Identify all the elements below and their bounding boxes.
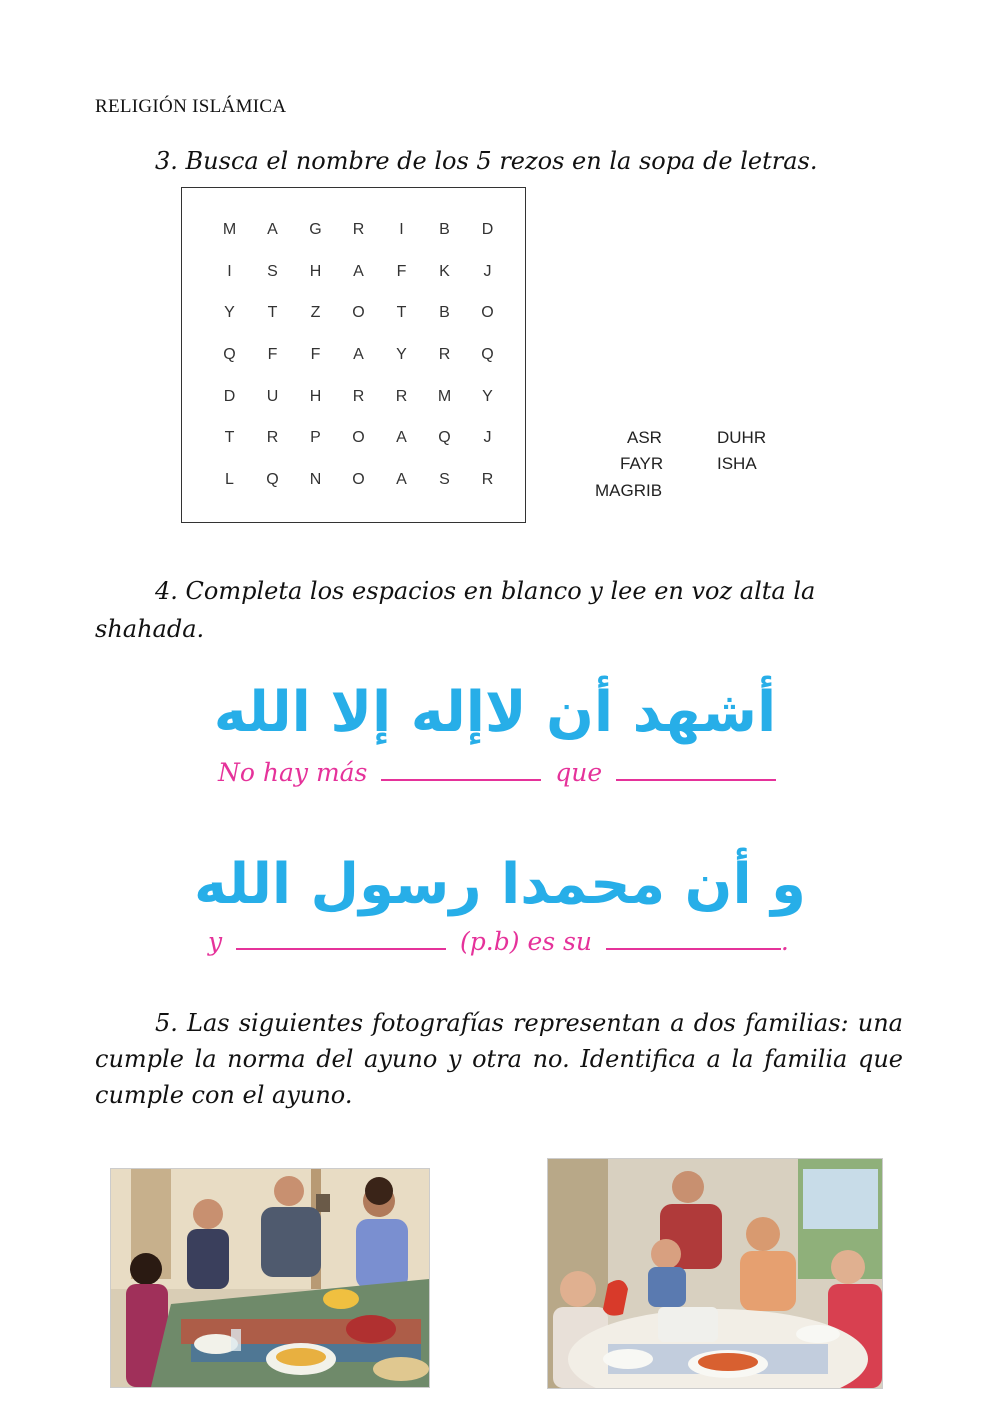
exercise-3-instruction: 3. Busca el nombre de los 5 rezos en la sopa de letras. (155, 147, 818, 175)
grid-letter[interactable]: Z (310, 304, 321, 322)
fill-2-text-a: y (208, 927, 223, 956)
grid-letter[interactable]: A (396, 471, 407, 489)
grid-letter[interactable]: R (481, 471, 494, 489)
grid-letter[interactable]: Q (223, 346, 236, 364)
grid-letter[interactable]: Y (224, 304, 235, 322)
word-asr: ASR (627, 428, 662, 447)
family-photo-1-image (111, 1169, 429, 1387)
family-photo-2-image (548, 1159, 882, 1388)
grid-letter[interactable]: J (483, 429, 492, 447)
grid-letter[interactable]: G (309, 221, 322, 238)
grid-letter[interactable]: T (267, 304, 278, 322)
grid-letter[interactable]: H (309, 262, 322, 280)
grid-letter[interactable]: R (352, 387, 365, 405)
family-photo-2[interactable] (547, 1158, 883, 1389)
fill-2-text-c: . (780, 927, 789, 956)
grid-letter[interactable]: O (352, 471, 365, 489)
grid-letter[interactable]: T (224, 429, 235, 447)
grid-letter[interactable]: Y (396, 346, 407, 364)
word-search-grid (181, 187, 526, 523)
shahada-line-2: و أن محمدا رسول الله (194, 852, 806, 917)
grid-letter[interactable]: O (352, 304, 365, 322)
grid-letter[interactable]: U (266, 387, 279, 405)
grid-letter[interactable]: L (225, 471, 234, 489)
blank-4[interactable] (606, 930, 781, 950)
shahada-line-1: أشهد أن لاإله إلا الله (213, 680, 777, 745)
word-fayr: FAYR (620, 454, 664, 473)
grid-letter[interactable]: F (310, 346, 321, 364)
fill-1-text-a: No hay más (218, 758, 368, 787)
grid-letter[interactable]: R (352, 221, 365, 238)
family-photo-1[interactable] (110, 1168, 430, 1388)
grid-letter[interactable]: A (353, 262, 364, 280)
fill-2-text-b: (p.b) es su (460, 927, 592, 956)
grid-letter[interactable]: D (481, 221, 494, 238)
grid-letter[interactable]: A (353, 346, 364, 364)
grid-letter[interactable]: Q (481, 346, 494, 364)
exercise-5-instruction: 5. Las siguientes fotografías representan a dos familias: una cumple la norma del ayuno y otra no. Identifica a la familia que cumple con el ayuno. (95, 1009, 903, 1109)
grid-letter[interactable]: F (267, 346, 278, 364)
shahada-fill-line-1 (218, 758, 782, 787)
grid-letter[interactable]: H (309, 387, 322, 405)
page-header: RELIGIÓN ISLÁMICA (95, 96, 287, 117)
fill-1-text-b: que (555, 758, 603, 787)
grid-letter[interactable]: F (396, 262, 407, 280)
grid-letter[interactable]: O (352, 429, 365, 447)
blank-2[interactable] (616, 761, 776, 781)
exercise-4-instruction: 4. Completa los espacios en blanco y lee en voz alta la shahada. (95, 577, 816, 643)
grid-letter[interactable]: P (310, 429, 321, 447)
grid-letter[interactable]: R (266, 429, 279, 447)
blank-3[interactable] (236, 930, 446, 950)
word-duhr: DUHR (717, 428, 767, 447)
grid-letter[interactable]: B (439, 304, 450, 322)
grid-letter[interactable]: D (223, 387, 236, 405)
word-isha: ISHA (717, 454, 757, 473)
grid-letter[interactable]: A (267, 221, 278, 238)
grid-letter[interactable]: Y (482, 387, 493, 405)
grid-letter[interactable]: T (396, 304, 407, 322)
grid-letter[interactable]: R (395, 387, 408, 405)
grid-letter[interactable]: J (483, 262, 492, 280)
grid-letter[interactable]: I (399, 221, 404, 238)
grid-letter[interactable]: R (438, 346, 451, 364)
grid-letter[interactable]: Q (438, 429, 451, 447)
shahada-fill-line-2 (208, 927, 789, 956)
grid-letter[interactable]: M (437, 387, 452, 405)
grid-letter[interactable]: K (439, 262, 450, 280)
word-magrib: MAGRIB (595, 481, 663, 500)
grid-letter[interactable]: A (396, 429, 407, 447)
grid-letter[interactable]: S (267, 262, 278, 280)
grid-letter[interactable]: M (222, 221, 237, 238)
grid-letter[interactable]: N (309, 471, 322, 489)
grid-letter[interactable]: B (439, 221, 450, 238)
grid-letter[interactable]: Q (266, 471, 279, 489)
grid-letter[interactable]: S (439, 471, 450, 489)
blank-1[interactable] (381, 761, 541, 781)
grid-letter[interactable]: O (481, 304, 494, 322)
grid-letter[interactable]: I (227, 262, 232, 280)
